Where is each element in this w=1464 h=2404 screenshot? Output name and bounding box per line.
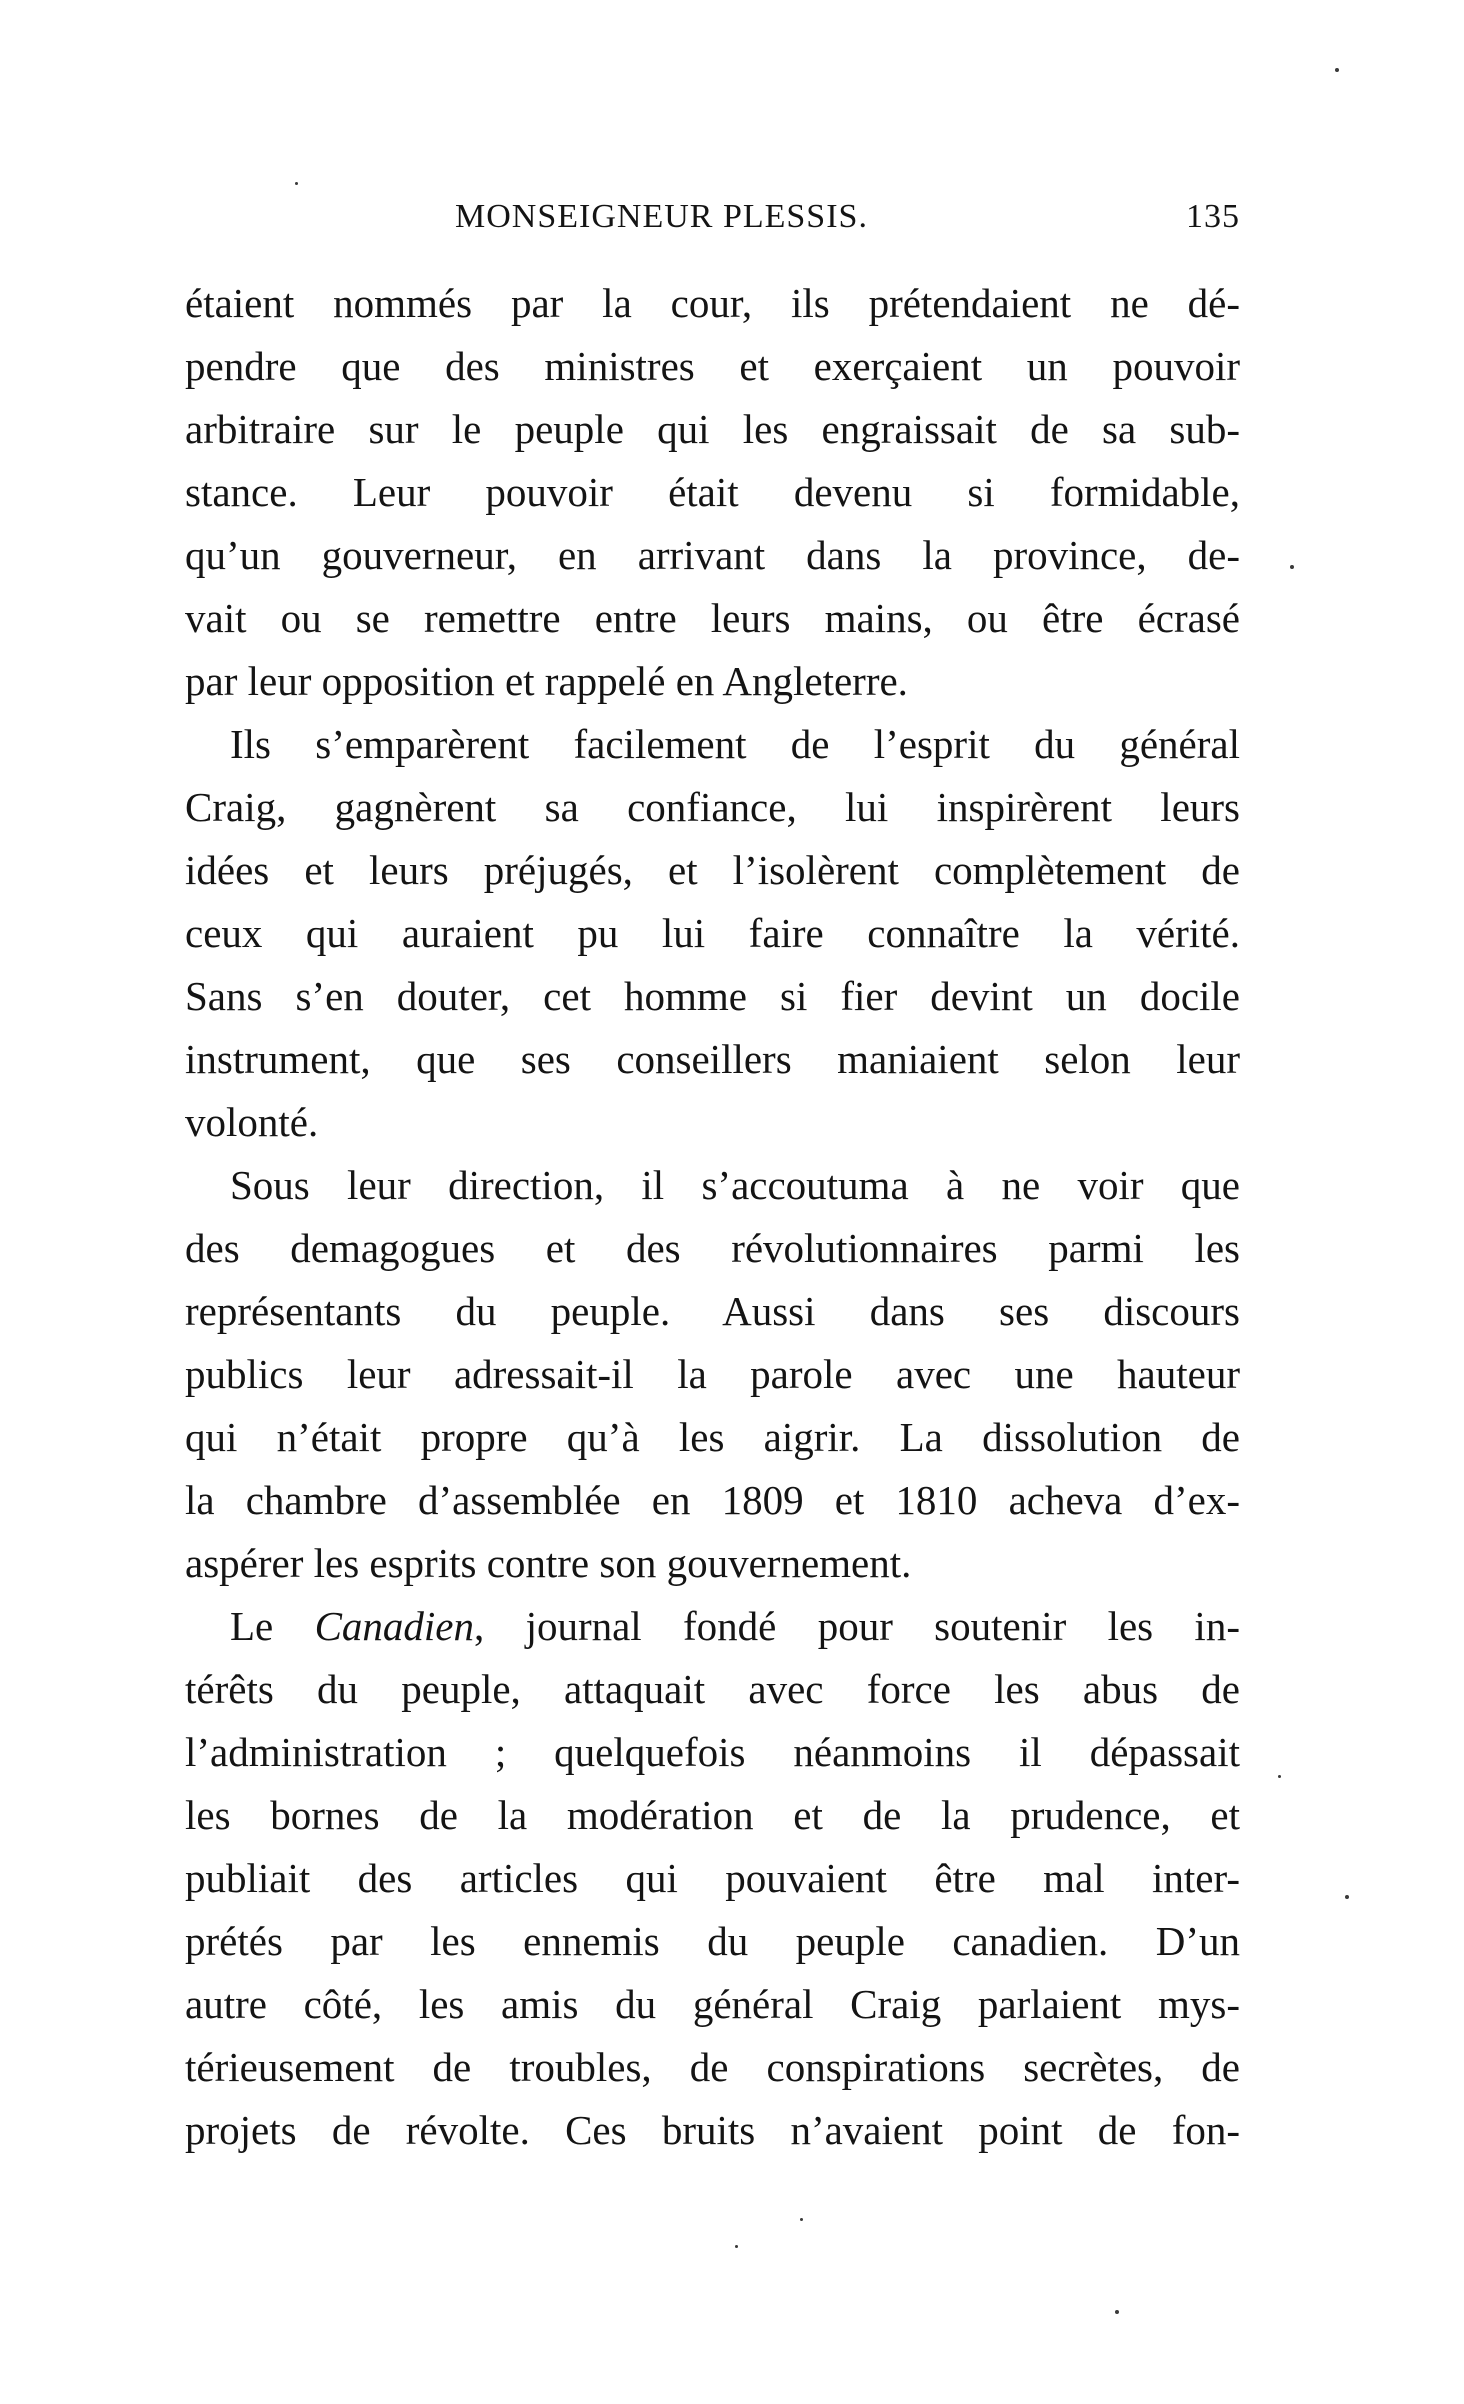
text-line: prétés par les ennemis du peuple canadien. D’un	[185, 1918, 1240, 1964]
text-line	[185, 1595, 1240, 1658]
text-line: l’administration ; quelquefois néanmoins il dépassait	[185, 1729, 1240, 1775]
text-line: vait ou se remettre entre leurs mains, ou être écrasé	[185, 595, 1240, 641]
body-text	[185, 272, 1240, 2162]
scan-speck	[1115, 2310, 1119, 2314]
text-line: autre côté, les amis du général Craig parlaient mys-	[185, 1981, 1240, 2027]
text-line: les bornes de la modération et de la prudence, et	[185, 1792, 1240, 1838]
text-line: qu’un gouverneur, en arrivant dans la province, de-	[185, 532, 1240, 578]
text-line: arbitraire sur le peuple qui les engraissait de sa sub-	[185, 406, 1240, 452]
text-line: Sans s’en douter, cet homme si fier devint un docile	[185, 973, 1240, 1019]
text-line: volonté.	[185, 1099, 319, 1145]
text-line: par leur opposition et rappelé en Angleterre.	[185, 658, 908, 704]
text-line: projets de révolte. Ces bruits n’avaient point de fon-	[185, 2107, 1240, 2153]
text-line: térieusement de troubles, de conspirations secrètes, de	[185, 2044, 1240, 2090]
text-line: idées et leurs préjugés, et l’isolèrent complètement de	[185, 847, 1240, 893]
text-line: la chambre d’assemblée en 1809 et 1810 acheva d’ex-	[185, 1477, 1240, 1523]
scan-speck	[1278, 1775, 1281, 1778]
scan-speck	[1290, 565, 1294, 569]
text-line: instrument, que ses conseillers maniaient selon leur	[185, 1036, 1240, 1082]
scan-speck	[1335, 68, 1339, 72]
text-line: aspérer les esprits contre son gouvernement.	[185, 1540, 912, 1586]
running-title: MONSEIGNEUR PLESSIS.	[455, 198, 868, 235]
text-line: térêts du peuple, attaquait avec force les abus de	[185, 1666, 1240, 1712]
journal-title: Canadien	[314, 1603, 474, 1649]
text-line: stance. Leur pouvoir était devenu si formidable,	[185, 469, 1240, 515]
text-line: Craig, gagnèrent sa confiance, lui inspirèrent leurs	[185, 784, 1240, 830]
scan-speck	[800, 2218, 803, 2221]
text-line: représentants du peuple. Aussi dans ses discours	[185, 1288, 1240, 1334]
scan-speck	[295, 182, 298, 185]
text-line: Ils s’emparèrent facilement de l’esprit du général	[230, 721, 1240, 767]
text-line: étaient nommés par la cour, ils prétendaient ne dé-	[185, 280, 1240, 326]
text-line: publics leur adressait-il la parole avec une hauteur	[185, 1351, 1240, 1397]
running-head	[185, 198, 1240, 248]
page-number: 135	[1186, 198, 1240, 235]
text-line: publiait des articles qui pouvaient être mal inter-	[185, 1855, 1240, 1901]
text-line: pendre que des ministres et exerçaient un pouvoir	[185, 343, 1240, 389]
text-line: des demagogues et des révolutionnaires parmi les	[185, 1225, 1240, 1271]
text-line: qui n’était propre qu’à les aigrir. La dissolution de	[185, 1414, 1240, 1460]
text-fragment: Le	[230, 1603, 315, 1649]
text-fragment: , journal fondé pour soutenir les in-	[474, 1603, 1240, 1649]
text-line: Sous leur direction, il s’accoutuma à ne voir que	[230, 1162, 1240, 1208]
text-line: ceux qui auraient pu lui faire connaître la vérité.	[185, 910, 1240, 956]
scan-speck	[1345, 1895, 1349, 1899]
scan-speck	[735, 2245, 738, 2248]
